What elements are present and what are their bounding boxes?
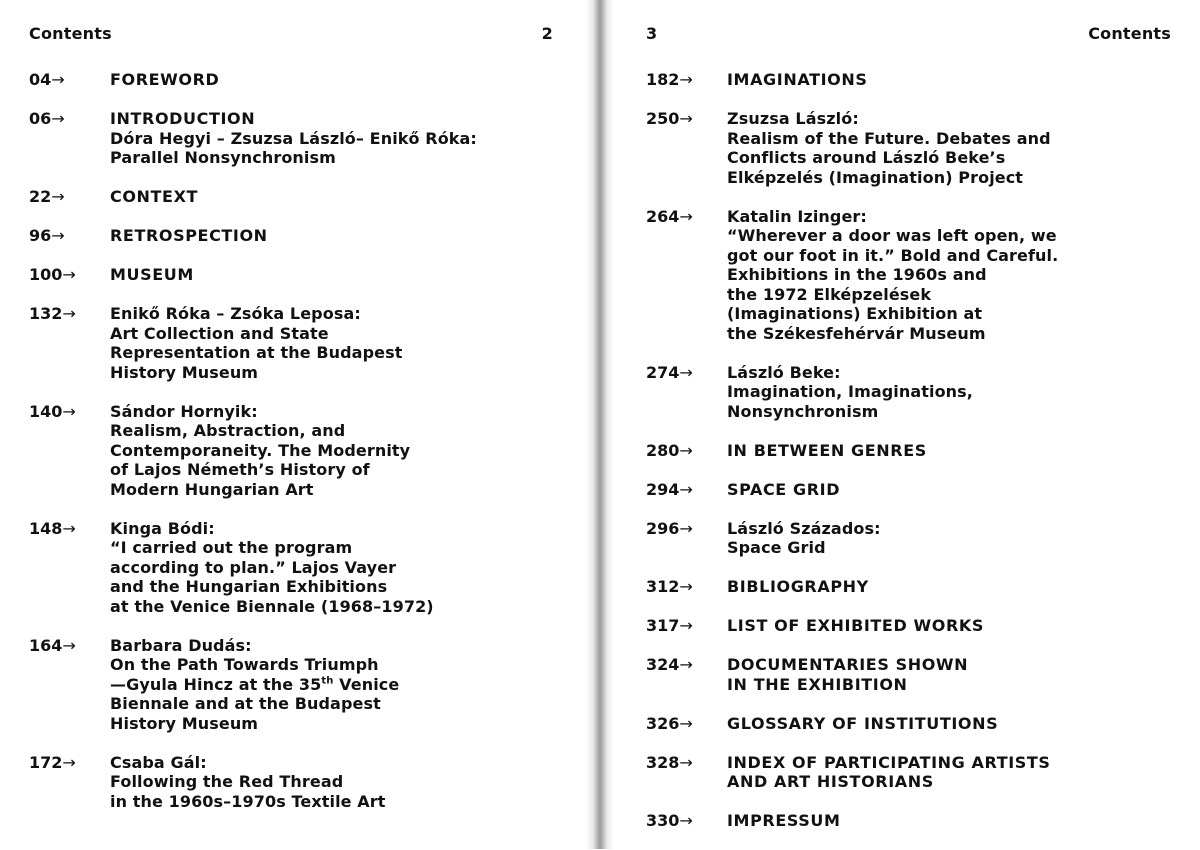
toc-line-text: Imagination, Imaginations, bbox=[727, 382, 973, 401]
table-of-contents-right bbox=[646, 70, 1180, 850]
toc-page-number bbox=[646, 109, 727, 187]
toc-line-text: FOREWORD bbox=[110, 70, 220, 89]
toc-line bbox=[727, 285, 1180, 305]
toc-line-text: the 1972 Elképzelések bbox=[727, 284, 932, 304]
toc-entry[interactable] bbox=[646, 616, 1180, 636]
toc-page-number-text: 324 bbox=[646, 655, 680, 674]
toc-page-number-text: 132 bbox=[29, 304, 63, 323]
toc-page-number bbox=[29, 187, 110, 207]
toc-page-number-text: 274 bbox=[646, 362, 680, 382]
toc-line-text: BIBLIOGRAPHY bbox=[727, 577, 869, 596]
toc-line bbox=[110, 441, 580, 461]
toc-line-text: Elképzelés (Imagination) Project bbox=[727, 167, 1024, 187]
toc-page-number-text: 04 bbox=[29, 70, 52, 89]
toc-line-text: Barbara Dudás: bbox=[110, 635, 252, 655]
toc-line-text: Dóra Hegyi – Zsuzsa László– Enikő Róka: bbox=[110, 128, 477, 148]
toc-line-text: RETROSPECTION bbox=[110, 226, 268, 245]
toc-page-number bbox=[29, 402, 110, 500]
toc-entry-text bbox=[110, 265, 580, 285]
toc-line bbox=[727, 304, 1180, 324]
toc-line bbox=[727, 655, 1180, 675]
toc-entry-text bbox=[727, 207, 1180, 344]
toc-page-number-text: 280 bbox=[646, 440, 680, 460]
arrow-right-icon: → bbox=[679, 811, 693, 830]
toc-entry-text bbox=[110, 304, 580, 382]
toc-page-number bbox=[646, 480, 727, 500]
arrow-right-icon: → bbox=[62, 518, 76, 538]
toc-line bbox=[727, 519, 1180, 539]
toc-line-text: History Museum bbox=[110, 713, 259, 733]
toc-line-text: got our foot in it.” Bold and Careful. bbox=[727, 245, 1059, 265]
toc-entry-text bbox=[727, 655, 1180, 694]
toc-entry[interactable] bbox=[646, 655, 1180, 694]
toc-entry[interactable] bbox=[29, 265, 580, 285]
toc-line bbox=[727, 207, 1180, 227]
toc-page-number-text: 164 bbox=[29, 635, 63, 655]
toc-page-number-text: 317 bbox=[646, 616, 680, 635]
toc-entry-text bbox=[110, 109, 580, 168]
toc-page-number-text: 250 bbox=[646, 109, 680, 128]
toc-page-number bbox=[29, 109, 110, 168]
toc-line bbox=[110, 694, 580, 714]
toc-line bbox=[110, 558, 580, 578]
toc-line bbox=[110, 772, 580, 792]
toc-line-text: IN THE EXHIBITION bbox=[727, 674, 908, 694]
toc-line bbox=[727, 168, 1180, 188]
toc-line bbox=[110, 402, 580, 422]
toc-line bbox=[110, 109, 580, 129]
toc-line bbox=[727, 246, 1180, 266]
running-title: Contents bbox=[1088, 24, 1171, 43]
toc-entry-text bbox=[727, 480, 1180, 500]
toc-line-text: AND ART HISTORIANS bbox=[727, 772, 934, 791]
toc-entry-text bbox=[727, 109, 1180, 187]
toc-line bbox=[110, 655, 580, 675]
toc-line bbox=[727, 441, 1180, 461]
page-number: 2 bbox=[541, 24, 553, 43]
toc-page-number bbox=[646, 811, 727, 831]
toc-line bbox=[110, 753, 580, 773]
toc-page-number bbox=[646, 714, 727, 734]
toc-line-text: Parallel Nonsynchronism bbox=[110, 148, 336, 167]
toc-line-text: Exhibitions in the 1960s and bbox=[727, 265, 987, 284]
toc-line-text: Csaba Gál: bbox=[110, 752, 207, 772]
toc-line bbox=[110, 129, 580, 149]
left-page bbox=[0, 0, 600, 849]
arrow-right-icon: → bbox=[51, 70, 65, 89]
toc-entry[interactable] bbox=[646, 70, 1180, 90]
toc-line bbox=[727, 577, 1180, 597]
toc-entry-text bbox=[110, 226, 580, 246]
toc-line-text: “Wherever a door was left open, we bbox=[727, 226, 1057, 245]
toc-line bbox=[110, 304, 580, 324]
toc-line-text: at the Venice Biennale (1968–1972) bbox=[110, 596, 434, 616]
toc-line-text: and the Hungarian Exhibitions bbox=[110, 577, 388, 596]
toc-entry-text bbox=[110, 402, 580, 500]
toc-page-number-text: 22 bbox=[29, 187, 52, 206]
toc-entry[interactable] bbox=[646, 519, 1180, 558]
toc-page-number-text: 328 bbox=[646, 752, 680, 772]
toc-entry[interactable] bbox=[29, 226, 580, 246]
toc-page-number-text: 312 bbox=[646, 577, 680, 596]
toc-entry-text bbox=[727, 753, 1180, 792]
toc-line-text: INTRODUCTION bbox=[110, 109, 256, 128]
toc-line-text: On the Path Towards Triumph bbox=[110, 655, 379, 674]
toc-line-text: Contemporaneity. The Modernity bbox=[110, 440, 411, 460]
page-number: 3 bbox=[646, 24, 658, 43]
toc-line-text: SPACE GRID bbox=[727, 479, 841, 499]
toc-entry[interactable] bbox=[29, 402, 580, 500]
toc-entry[interactable] bbox=[29, 187, 580, 207]
toc-page-number-text: 172 bbox=[29, 752, 63, 772]
arrow-right-icon: → bbox=[679, 577, 693, 596]
toc-line bbox=[727, 129, 1180, 149]
toc-page-number bbox=[646, 441, 727, 461]
arrow-right-icon: → bbox=[679, 479, 693, 499]
toc-line bbox=[110, 363, 580, 383]
toc-line bbox=[727, 675, 1180, 695]
toc-line-text: Enikő Róka – Zsóka Leposa: bbox=[110, 304, 361, 323]
toc-line bbox=[110, 421, 580, 441]
toc-line-text: Conflicts around László Beke’s bbox=[727, 148, 1006, 167]
toc-entry[interactable] bbox=[29, 753, 580, 812]
toc-entry-text bbox=[110, 519, 580, 617]
toc-page-number bbox=[29, 304, 110, 382]
ordinal-superscript: th bbox=[321, 675, 334, 687]
toc-line-text: INDEX OF PARTICIPATING ARTISTS bbox=[727, 752, 1051, 772]
toc-entry-text bbox=[110, 70, 580, 90]
toc-entry-text bbox=[110, 187, 580, 207]
toc-line bbox=[110, 187, 580, 207]
toc-line bbox=[727, 616, 1180, 636]
toc-line-text: in the 1960s–1970s Textile Art bbox=[110, 791, 386, 811]
toc-line bbox=[110, 675, 580, 695]
arrow-right-icon: → bbox=[62, 635, 76, 655]
toc-entry-text bbox=[727, 714, 1180, 734]
toc-entry-text bbox=[727, 616, 1180, 636]
toc-line-text: “I carried out the program bbox=[110, 538, 353, 557]
toc-line bbox=[110, 480, 580, 500]
toc-entry-text bbox=[110, 753, 580, 812]
toc-line bbox=[727, 324, 1180, 344]
toc-line-text: Representation at the Budapest bbox=[110, 343, 403, 362]
toc-line-text: —Gyula Hincz at the 35 bbox=[110, 674, 322, 694]
toc-line bbox=[110, 148, 580, 168]
arrow-right-icon: → bbox=[51, 109, 65, 128]
toc-entry[interactable] bbox=[646, 577, 1180, 597]
toc-line-text: Art Collection and State bbox=[110, 323, 329, 343]
arrow-right-icon: → bbox=[679, 206, 693, 226]
running-title: Contents bbox=[29, 24, 112, 43]
right-page bbox=[600, 0, 1200, 849]
toc-line bbox=[727, 148, 1180, 168]
toc-page-number-text: 296 bbox=[646, 518, 680, 538]
toc-line-text: IN BETWEEN GENRES bbox=[727, 440, 927, 460]
toc-entry[interactable] bbox=[29, 636, 580, 734]
arrow-right-icon: → bbox=[62, 304, 76, 323]
toc-entry[interactable] bbox=[29, 109, 580, 168]
toc-page-number bbox=[646, 70, 727, 90]
toc-entry[interactable] bbox=[646, 753, 1180, 792]
arrow-right-icon: → bbox=[51, 187, 65, 206]
toc-page-number bbox=[646, 616, 727, 636]
toc-page-number bbox=[29, 70, 110, 90]
toc-line-text: DOCUMENTARIES SHOWN bbox=[727, 655, 969, 674]
arrow-right-icon: → bbox=[679, 713, 693, 733]
toc-line bbox=[110, 538, 580, 558]
toc-line bbox=[110, 70, 580, 90]
toc-line-text: MUSEUM bbox=[110, 265, 194, 284]
toc-line-text: History Museum bbox=[110, 362, 259, 382]
toc-entry[interactable] bbox=[646, 109, 1180, 187]
toc-line-text: IMPRESSUM bbox=[727, 811, 841, 830]
toc-page-number bbox=[646, 577, 727, 597]
toc-page-number-text: 182 bbox=[646, 70, 680, 89]
toc-line-text: CONTEXT bbox=[110, 187, 199, 206]
toc-entry[interactable] bbox=[646, 441, 1180, 461]
toc-line-text: Realism of the Future. Debates and bbox=[727, 128, 1051, 148]
toc-line bbox=[727, 363, 1180, 383]
arrow-right-icon: → bbox=[62, 401, 76, 421]
toc-page-number-text: 264 bbox=[646, 206, 680, 226]
toc-entry[interactable] bbox=[646, 363, 1180, 422]
toc-entry-text bbox=[727, 363, 1180, 422]
arrow-right-icon: → bbox=[679, 109, 693, 128]
running-head-right bbox=[600, 24, 1200, 46]
toc-line bbox=[110, 460, 580, 480]
toc-page-number bbox=[29, 753, 110, 812]
toc-page-number bbox=[29, 519, 110, 617]
toc-entry[interactable] bbox=[29, 304, 580, 382]
toc-page-number-text: 06 bbox=[29, 109, 52, 128]
toc-line bbox=[727, 226, 1180, 246]
toc-entry[interactable] bbox=[29, 70, 580, 90]
toc-line bbox=[727, 753, 1180, 773]
toc-line-text: Kinga Bódi: bbox=[110, 518, 215, 538]
toc-entry[interactable] bbox=[646, 811, 1180, 831]
running-head-left bbox=[0, 24, 600, 46]
toc-entry-text bbox=[727, 811, 1180, 831]
table-of-contents-left bbox=[29, 70, 580, 831]
arrow-right-icon: → bbox=[679, 362, 693, 382]
arrow-right-icon: → bbox=[679, 70, 693, 89]
toc-page-number-text: 140 bbox=[29, 401, 63, 421]
toc-page-number bbox=[646, 655, 727, 694]
arrow-right-icon: → bbox=[679, 752, 693, 772]
toc-line bbox=[727, 772, 1180, 792]
toc-line bbox=[727, 811, 1180, 831]
toc-line bbox=[110, 519, 580, 539]
toc-line bbox=[110, 265, 580, 285]
toc-entry-text bbox=[110, 636, 580, 734]
arrow-right-icon: → bbox=[62, 265, 76, 284]
toc-page-number-text: 148 bbox=[29, 518, 63, 538]
toc-line bbox=[727, 265, 1180, 285]
toc-line-text: according to plan.” Lajos Vayer bbox=[110, 557, 397, 577]
arrow-right-icon: → bbox=[679, 655, 693, 674]
toc-page-number-text: 330 bbox=[646, 811, 680, 830]
toc-entry[interactable] bbox=[646, 207, 1180, 344]
toc-line-text: (Imaginations) Exhibition at bbox=[727, 304, 983, 323]
toc-line-text: IMAGINATIONS bbox=[727, 70, 868, 89]
toc-line bbox=[110, 324, 580, 344]
toc-page-number-text: 96 bbox=[29, 226, 52, 245]
arrow-right-icon: → bbox=[679, 518, 693, 538]
toc-line bbox=[110, 636, 580, 656]
toc-line bbox=[110, 343, 580, 363]
toc-line bbox=[110, 714, 580, 734]
toc-line bbox=[727, 109, 1180, 129]
toc-line-text: Biennale and at the Budapest bbox=[110, 694, 381, 713]
toc-line-text: Nonsynchronism bbox=[727, 401, 879, 421]
toc-line bbox=[727, 402, 1180, 422]
toc-page-number bbox=[646, 519, 727, 558]
toc-line-text: Zsuzsa László: bbox=[727, 109, 859, 128]
toc-line bbox=[110, 792, 580, 812]
toc-page-number bbox=[646, 753, 727, 792]
toc-line bbox=[727, 70, 1180, 90]
toc-line-text: GLOSSARY OF INSTITUTIONS bbox=[727, 713, 999, 733]
toc-line bbox=[727, 714, 1180, 734]
toc-entry-text bbox=[727, 519, 1180, 558]
toc-page-number bbox=[29, 226, 110, 246]
toc-page-number bbox=[646, 363, 727, 422]
toc-line-text: of Lajos Németh’s History of bbox=[110, 460, 370, 479]
toc-line-text: Realism, Abstraction, and bbox=[110, 421, 346, 440]
toc-entry-text bbox=[727, 577, 1180, 597]
toc-line-text: Katalin Izinger: bbox=[727, 206, 867, 226]
toc-line-text: Sándor Hornyik: bbox=[110, 401, 258, 421]
toc-line bbox=[727, 382, 1180, 402]
toc-page-number bbox=[29, 636, 110, 734]
toc-page-number bbox=[646, 207, 727, 344]
toc-line-text: Modern Hungarian Art bbox=[110, 479, 314, 499]
toc-entry[interactable] bbox=[646, 480, 1180, 500]
toc-page-number-text: 294 bbox=[646, 479, 680, 499]
toc-line-text: the Székesfehérvár Museum bbox=[727, 323, 986, 343]
toc-line-text: Space Grid bbox=[727, 538, 826, 557]
toc-line-text: Following the Red Thread bbox=[110, 772, 344, 791]
arrow-right-icon: → bbox=[679, 616, 693, 635]
toc-line bbox=[110, 226, 580, 246]
toc-entry-text bbox=[727, 70, 1180, 90]
toc-line-suffix: Venice bbox=[333, 674, 400, 694]
toc-line bbox=[727, 480, 1180, 500]
toc-line-text: LIST OF EXHIBITED WORKS bbox=[727, 616, 985, 635]
arrow-right-icon: → bbox=[679, 440, 693, 460]
toc-page-number-text: 100 bbox=[29, 265, 63, 284]
toc-line-text: László Beke: bbox=[727, 362, 841, 382]
toc-line-text: László Százados: bbox=[727, 518, 881, 538]
toc-line bbox=[727, 538, 1180, 558]
toc-page-number bbox=[29, 265, 110, 285]
toc-line bbox=[110, 577, 580, 597]
arrow-right-icon: → bbox=[62, 752, 76, 772]
toc-entry[interactable] bbox=[29, 519, 580, 617]
toc-entry[interactable] bbox=[646, 714, 1180, 734]
toc-line bbox=[110, 597, 580, 617]
toc-page-number-text: 326 bbox=[646, 713, 680, 733]
arrow-right-icon: → bbox=[51, 226, 65, 245]
toc-entry-text bbox=[727, 441, 1180, 461]
